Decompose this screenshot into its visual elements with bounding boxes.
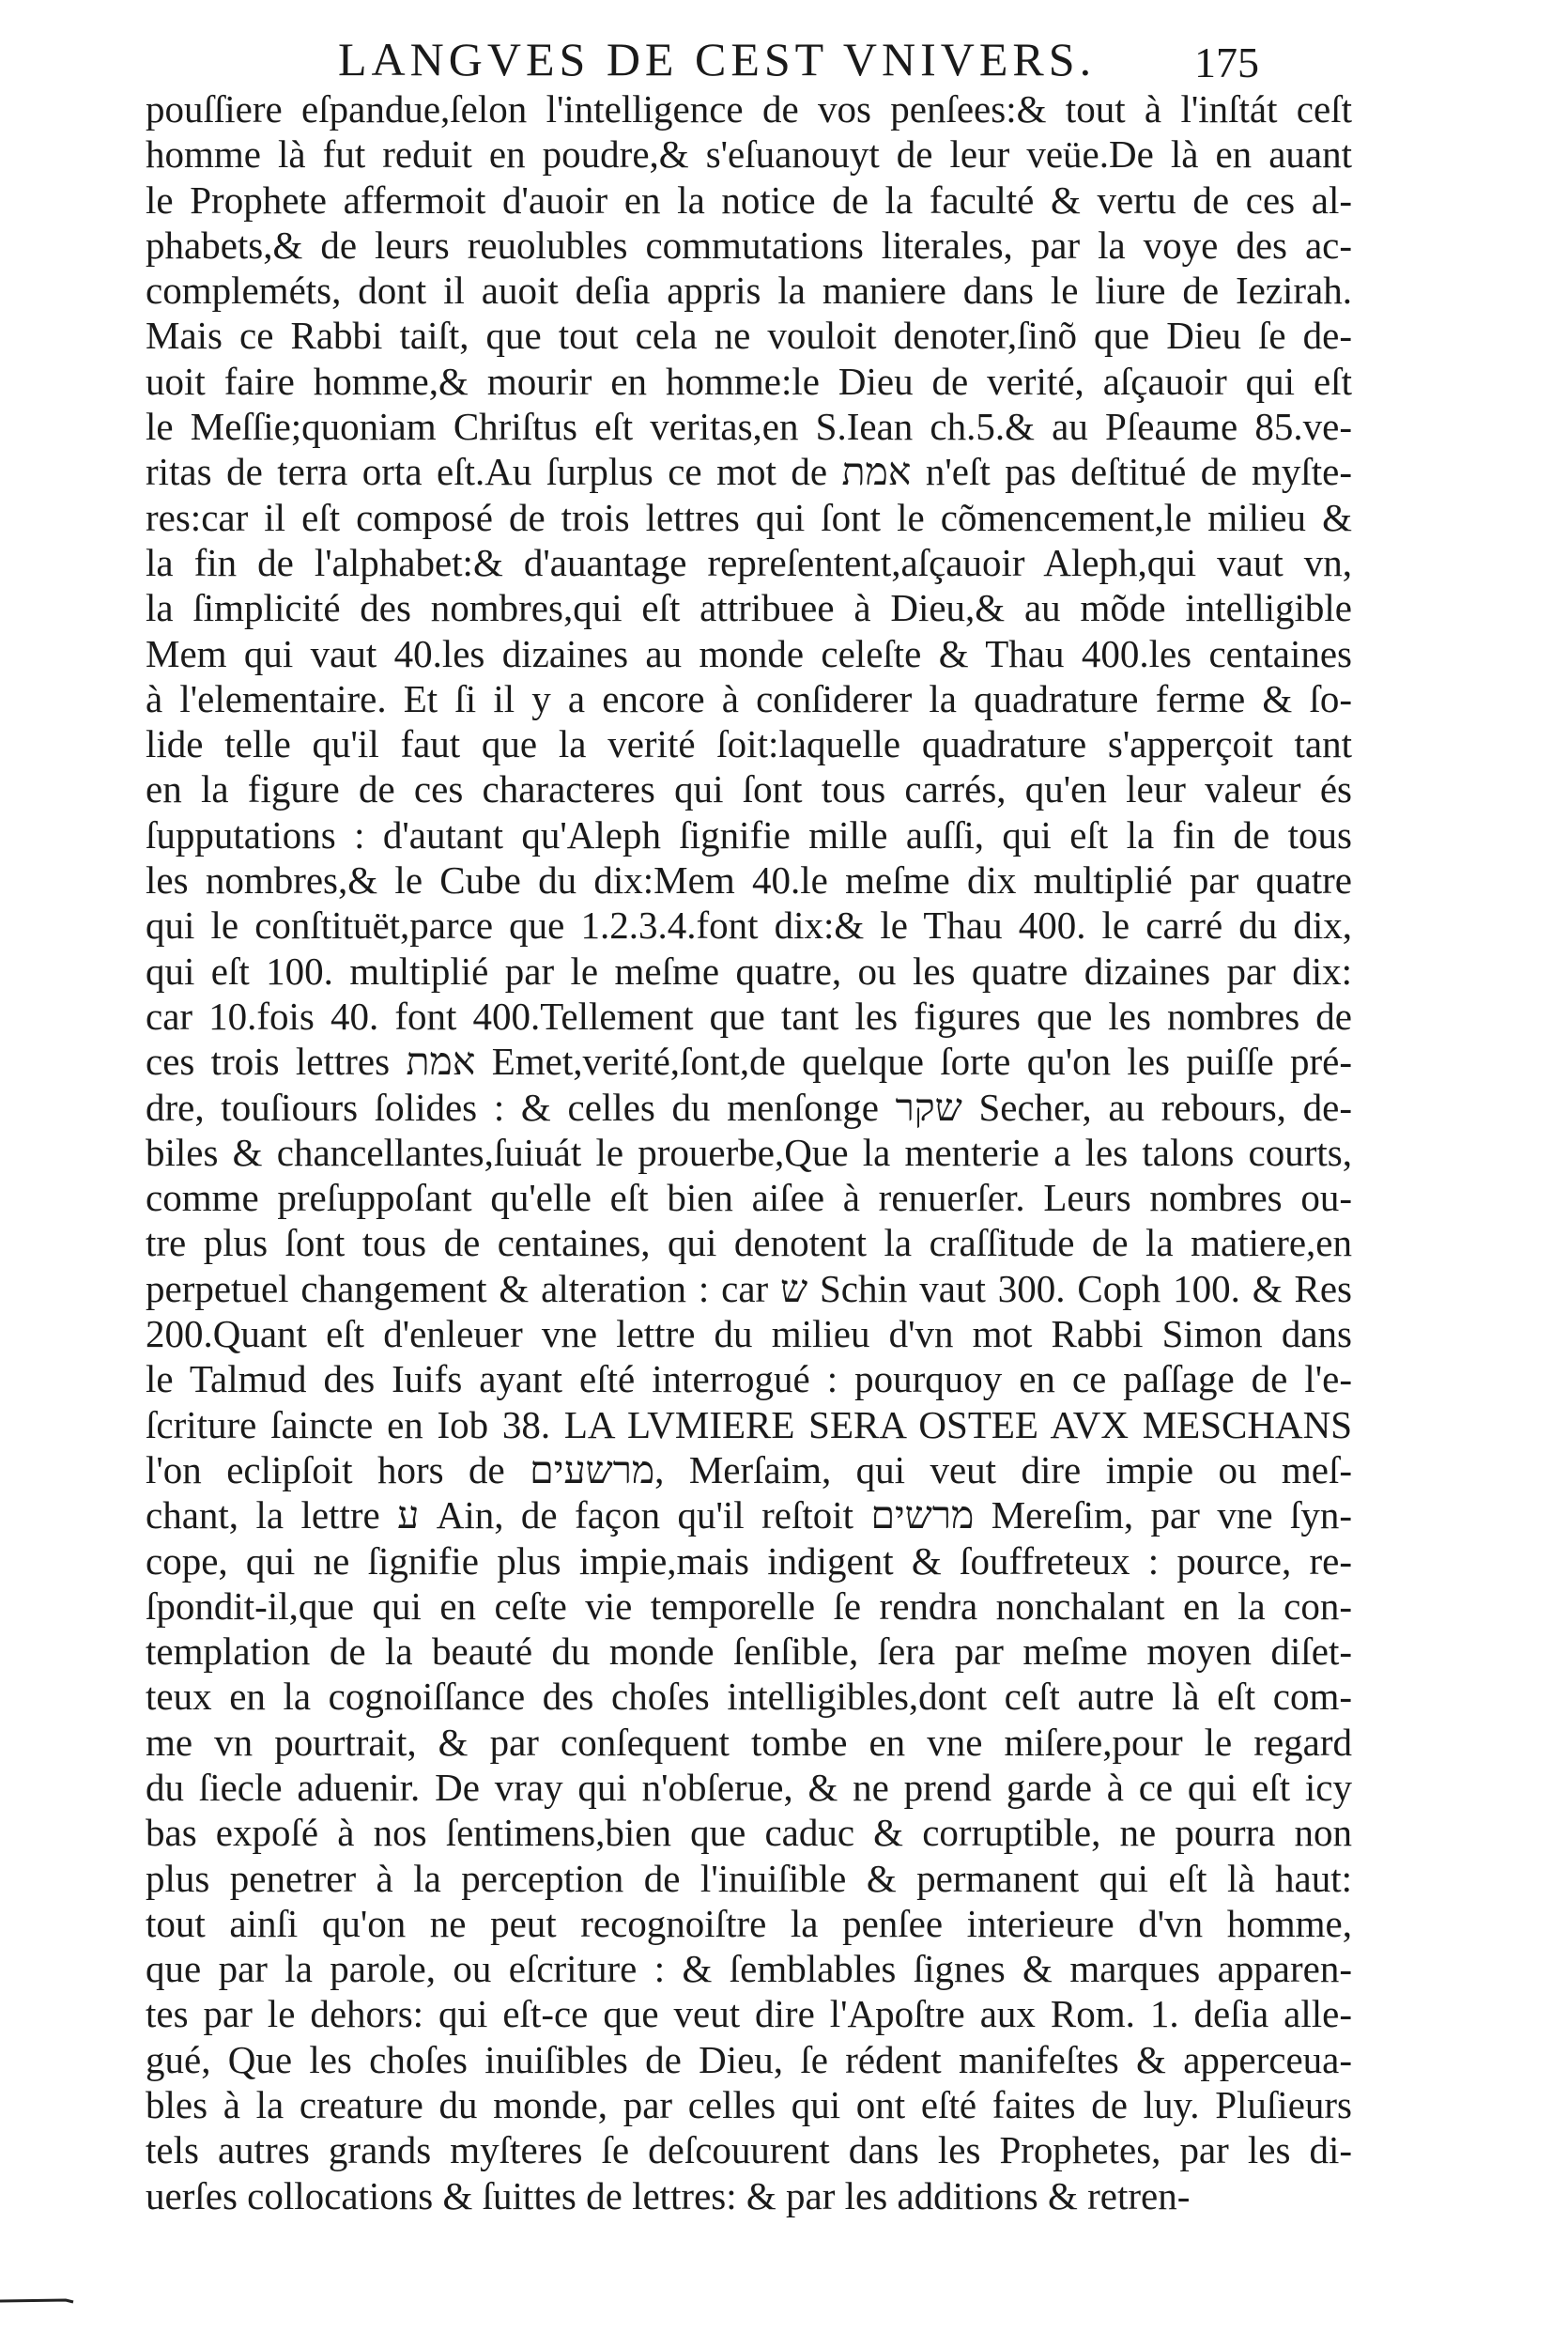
- text-line: du ſiecle aduenir. De vray qui n'obſerue, & ne prend garde à ce qui eſt icy: [146, 1765, 1352, 1809]
- text-line: que par la parole, ou eſcriture : & ſemblables ſignes & marques apparen-: [146, 1947, 1352, 1991]
- text-line: 200.Quant eſt d'enleuer vne lettre du milieu d'vn mot Rabbi Simon dans: [146, 1312, 1352, 1356]
- text-line: en la figure de ces characteres qui ſont tous carrés, qu'en leur valeur és: [146, 767, 1352, 811]
- text-line: uoit faire homme,& mourir en homme:le Dieu de verité, aſçauoir qui eſt: [146, 359, 1352, 403]
- running-head: LANGVES DE CEST VNIVERS.: [338, 33, 1097, 85]
- text-line: comme preſuppoſant qu'elle eſt bien aiſee à renuerſer. Leurs nombres ou-: [146, 1176, 1352, 1220]
- text-line: qui le conſtituët,parce que 1.2.3.4.font dix:& le Thau 400. le carré du dix,: [146, 904, 1352, 948]
- body-text: [146, 86, 1352, 2218]
- text-line: plus penetrer à la perception de l'inuiſible & permanent qui eſt là haut:: [146, 1856, 1352, 1900]
- text-line: le Prophete affermoit d'auoir en la notice de la faculté & vertu de ces al-: [146, 178, 1352, 222]
- text-line: les nombres,& le Cube du dix:Mem 40.le meſme dix multiplié par quatre: [146, 858, 1352, 903]
- text-line: pouſſiere eſpandue,ſelon l'intelligence de vos penſees:& tout à l'inſtát ceſt: [146, 87, 1352, 131]
- text-line: qui eſt 100. multiplié par le meſme quatre, ou les quatre dizaines par dix:: [146, 949, 1352, 993]
- text-line: Mem qui vaut 40.les dizaines au monde celeſte & Thau 400.les centaines: [146, 631, 1352, 675]
- text-line: homme là fut reduit en poudre,& s'eſuanouyt de leur veüe.De là en auant: [146, 132, 1352, 177]
- text-line: ces trois lettres אמת Emet,verité,ſont,de quelque ſorte qu'on les puiſſe pré-: [146, 1040, 1352, 1084]
- text-line: tes par le dehors: qui eſt-ce que veut dire l'Apoſtre aux Rom. 1. deſia alle-: [146, 1992, 1352, 2036]
- text-line: gué, Que les choſes inuiſibles de Dieu, ſe rédent manifeſtes & apperceua-: [146, 2037, 1352, 2081]
- text-line: bles à la creature du monde, par celles qui ont eſté faites de luy. Pluſieurs: [146, 2083, 1352, 2127]
- text-line: templation de la beauté du monde ſenſible, ſera par meſme moyen diſet-: [146, 1630, 1352, 1674]
- text-line: compleméts, dont il auoit deſia appris la maniere dans le liure de Iezirah.: [146, 269, 1352, 313]
- text-line: tre plus ſont tous de centaines, qui denotent la craſſitude de la matiere,en: [146, 1221, 1352, 1265]
- text-line: la ſimplicité des nombres,qui eſt attribuee à Dieu,& au mõde intelligible: [146, 586, 1352, 630]
- scan-edge-mark: [0, 2297, 75, 2305]
- text-line: le Talmud des Iuifs ayant eſté interrogué : pourquoy en ce paſſage de l'e-: [146, 1357, 1352, 1401]
- text-line: Mais ce Rabbi taiſt, que tout cela ne vouloit denoter,ſinõ que Dieu ſe de-: [146, 314, 1352, 358]
- text-line: car 10.fois 40. font 400.Tellement que tant les figures que les nombres de: [146, 994, 1352, 1038]
- text-line: lide telle qu'il faut que la verité ſoit:laquelle quadrature s'apperçoit tant: [146, 722, 1352, 766]
- text-line: bas expoſé à nos ſentimens,bien que caduc & corruptible, ne pourra non: [146, 1811, 1352, 1855]
- text-line: uerſes collocations & ſuittes de lettres: & par les additions & retren-: [146, 2173, 1191, 2217]
- text-line: perpetuel changement & alteration : car ש Schin vaut 300. Coph 100. & Res: [146, 1266, 1352, 1310]
- text-line: tout ainſi qu'on ne peut recognoiſtre la penſee interieure d'vn homme,: [146, 1901, 1352, 1945]
- text-line: res:car il eſt composé de trois lettres qui ſont le cõmencement,le milieu &: [146, 495, 1352, 539]
- text-line: me vn pourtrait, & par conſequent tombe en vne miſere,pour le regard: [146, 1720, 1352, 1764]
- text-line: l'on eclipſoit hors de מרשעים, Merſaim, qui veut dire impie ou meſ-: [146, 1447, 1352, 1491]
- text-line: ritas de terra orta eſt.Au ſurplus ce mot de אמת n'eſt pas deſtitué de myſte-: [146, 450, 1352, 494]
- text-line: tels autres grands myſteres ſe deſcouurent dans les Prophetes, par les di-: [146, 2128, 1352, 2172]
- text-line: ſcriture ſaincte en Iob 38. LA LVMIERE SERA OSTEE AVX MESCHANS: [146, 1402, 1352, 1446]
- text-line: ſpondit-il,que qui en ceſte vie temporelle ſe rendra nonchalant en la con-: [146, 1583, 1352, 1628]
- page-number: 175: [1194, 39, 1259, 86]
- text-line: le Meſſie;quoniam Chriſtus eſt veritas,en S.Iean ch.5.& au Pſeaume 85.ve-: [146, 405, 1352, 449]
- text-line: à l'elementaire. Et ſi il y a encore à conſiderer la quadrature ferme & ſo-: [146, 676, 1352, 720]
- text-line: cope, qui ne ſignifie plus impie,mais indigent & ſouffreteux : pource, re-: [146, 1538, 1352, 1583]
- text-line: la fin de l'alphabet:& d'auantage repreſentent,aſçauoir Aleph,qui vaut vn,: [146, 540, 1352, 584]
- text-line: phabets,& de leurs reuolubles commutations literales, par la voye des ac-: [146, 223, 1352, 267]
- text-line: ſupputations : d'autant qu'Aleph ſignifie mille auſſi, qui eſt la fin de tous: [146, 812, 1352, 857]
- text-line: teux en la cognoiſſance des choſes intelligibles,dont ceſt autre là eſt com-: [146, 1675, 1352, 1719]
- text-line: dre, touſiours ſolides : & celles du menſonge שקר Secher, au rebours, de-: [146, 1085, 1352, 1129]
- text-line: biles & chancellantes,ſuiuát le prouerbe,Que la menterie a les talons courts,: [146, 1130, 1352, 1174]
- text-line: chant, la lettre ע Ain, de façon qu'il reſtoit מרשים Mereſim, par vne ſyn-: [146, 1493, 1352, 1537]
